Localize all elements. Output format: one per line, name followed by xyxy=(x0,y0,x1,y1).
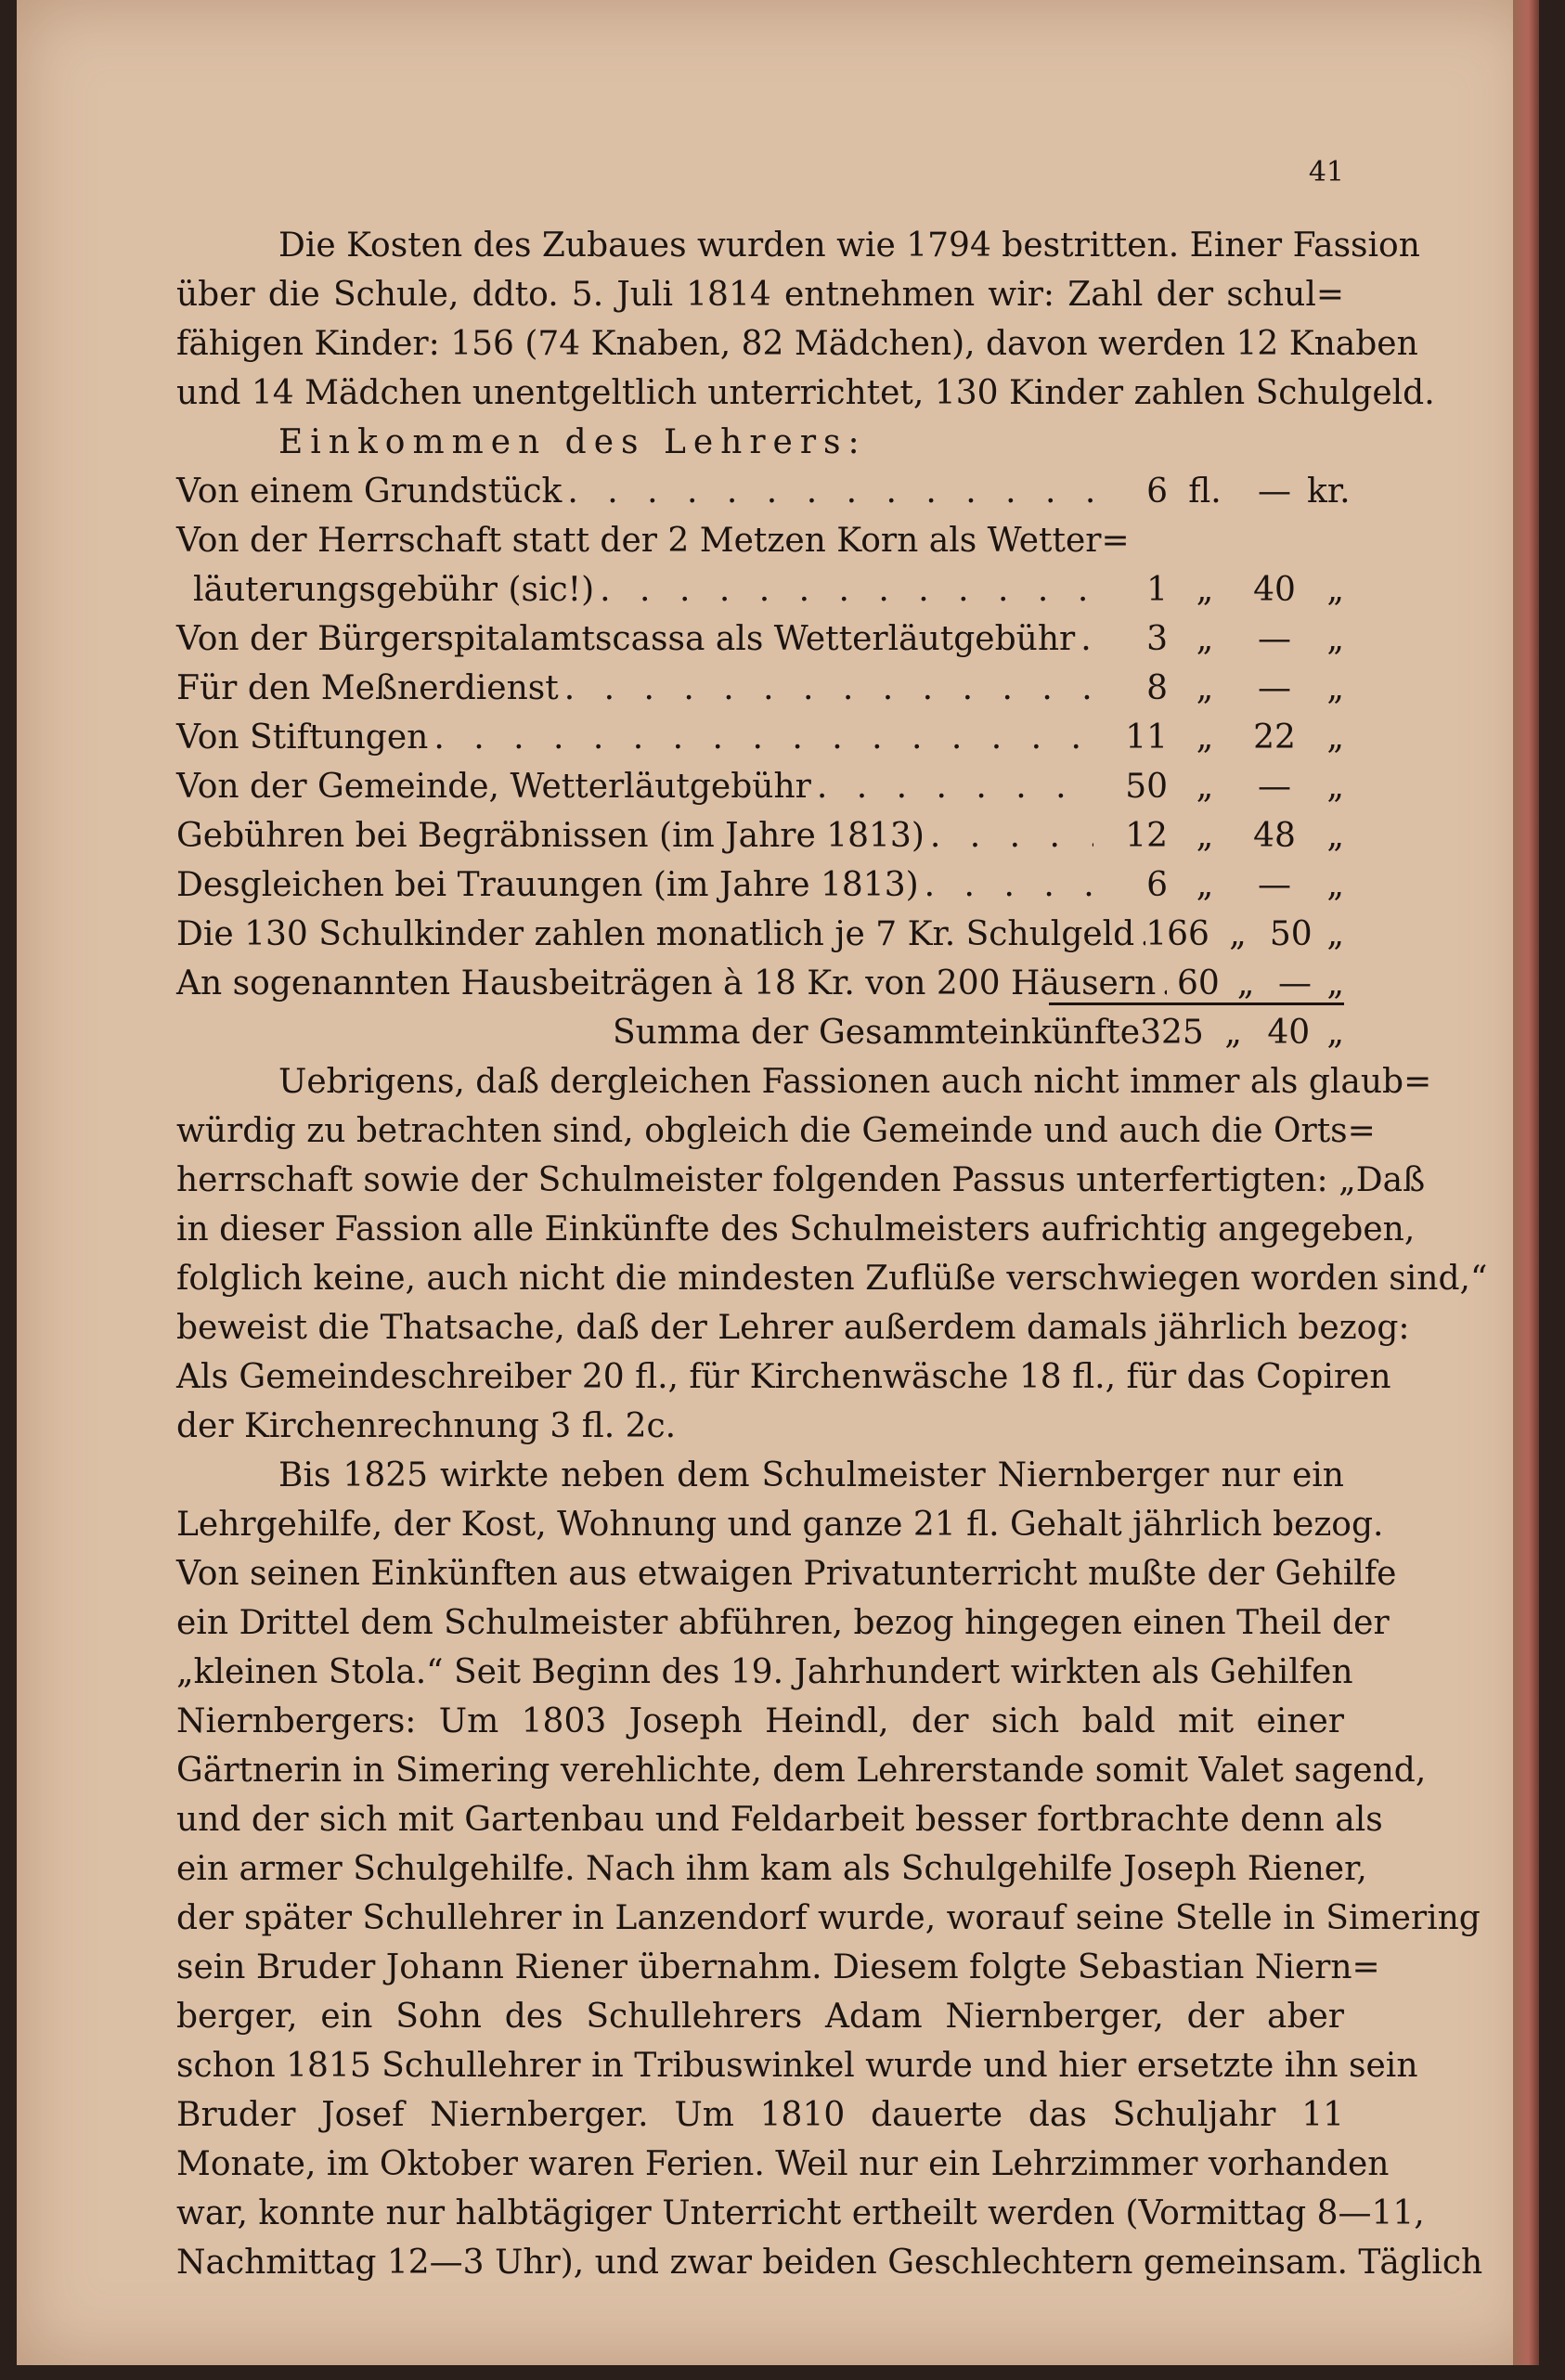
income-label: Die 130 Schulkinder zahlen monatlich je 7 Kr. Schulgeld xyxy=(176,915,1135,953)
income-label: Desgleichen bei Trauungen (im Jahre 1813) xyxy=(176,866,919,904)
text-line: Uebrigens, daß dergleichen Fassionen auch nicht immer als glaub= xyxy=(278,1063,1432,1101)
text-line: herrschaft sowie der Schulmeister folgenden Passus unterfertigten: „Daß xyxy=(176,1161,1426,1199)
income-unit: „ xyxy=(1196,669,1214,707)
income-kr: — xyxy=(1258,669,1291,707)
income-fl: 6 xyxy=(1146,472,1168,511)
sum-kr: 40 xyxy=(1267,1014,1311,1052)
text-line: der Kirchenrechnung 3 fl. 2c. xyxy=(176,1407,677,1445)
income-unit: „ xyxy=(1196,817,1214,855)
text-line: Bis 1825 wirkte neben dem Schulmeister Niernberger nur ein xyxy=(278,1456,1344,1494)
book-page xyxy=(17,0,1539,2365)
text-line: Gärtnerin in Simering verehlichte, dem Lehrerstande somit Valet sagend, xyxy=(176,1752,1427,1790)
income-unit: „ xyxy=(1196,620,1214,658)
income-fl: 11 xyxy=(1125,718,1168,757)
text-line: in dieser Fassion alle Einkünfte des Schulmeisters aufrichtig angegeben, xyxy=(176,1210,1416,1248)
page-edge xyxy=(1513,0,1539,2365)
text-line: sein Bruder Johann Riener übernahm. Diesem folgte Sebastian Niern= xyxy=(176,1948,1380,1986)
income-label: An sogenannten Hausbeiträgen à 18 Kr. von 200 Häusern xyxy=(176,964,1157,1002)
income-row xyxy=(176,961,1344,1007)
income-label: Von der Gemeinde, Wetterläutgebühr xyxy=(176,768,811,806)
income-kr: — xyxy=(1258,768,1291,806)
text-line: und der sich mit Gartenbau und Feldarbeit besser fortbrachte denn als xyxy=(176,1801,1383,1839)
income-row xyxy=(176,616,1344,663)
income-fl: 1 xyxy=(1146,571,1168,609)
text-line: Von seinen Einkünften aus etwaigen Privatunterricht mußte der Gehilfe xyxy=(176,1555,1397,1593)
text-line: würdig zu betrachten sind, obgleich die Gemeinde und auch die Orts= xyxy=(176,1112,1376,1150)
sum-label: Summa der Gesammteinkünfte xyxy=(613,1014,1141,1052)
income-unit: „ xyxy=(1196,718,1214,757)
income-unit: „ xyxy=(1326,817,1344,855)
text-line: über die Schule, ddto. 5. Juli 1814 entnehmen wir: Zahl der schul= xyxy=(176,276,1344,314)
income-unit: fl. xyxy=(1188,472,1222,511)
text-line: war, konnte nur halbtägiger Unterricht ertheilt werden (Vormittag 8—11, xyxy=(176,2194,1425,2232)
income-kr: 50 xyxy=(1269,915,1313,953)
income-kr: — xyxy=(1258,620,1291,658)
income-unit: „ xyxy=(1326,571,1344,609)
income-fl: 166 xyxy=(1145,915,1209,953)
income-label: Gebühren bei Begräbnissen (im Jahre 1813) xyxy=(176,817,925,855)
text-line: der später Schullehrer in Lanzendorf wurde, worauf seine Stelle in Simering xyxy=(176,1899,1481,1937)
income-unit: „ xyxy=(1326,866,1344,904)
text-line: ein Drittel dem Schulmeister abführen, bezog hingegen einen Theil der xyxy=(176,1604,1390,1642)
page-number: 41 xyxy=(1308,156,1344,188)
income-unit: kr. xyxy=(1307,472,1351,511)
income-unit: „ xyxy=(1326,964,1344,1002)
income-row xyxy=(176,567,1344,614)
text-line: schon 1815 Schullehrer in Tribuswinkel wurde und hier ersetzte ihn sein xyxy=(176,2047,1418,2085)
text-line: fähigen Kinder: 156 (74 Knaben, 82 Mädchen), davon werden 12 Knaben xyxy=(176,325,1418,363)
income-fl: 12 xyxy=(1125,817,1168,855)
income-kr: — xyxy=(1258,472,1291,511)
text-line: Als Gemeindeschreiber 20 fl., für Kirchenwäsche 18 fl., für das Copiren xyxy=(176,1358,1391,1396)
income-label: Von einem Grundstück xyxy=(176,472,563,511)
sum-row xyxy=(176,1010,1344,1056)
income-unit: „ xyxy=(1326,620,1344,658)
text-line: beweist die Thatsache, daß der Lehrer außerdem damals jährlich bezog: xyxy=(176,1309,1410,1347)
income-row xyxy=(176,518,1344,564)
text-line: folglich keine, auch nicht die mindesten Zuflüße verschwiegen worden sind,“ xyxy=(176,1260,1488,1298)
income-fl: 60 xyxy=(1176,964,1220,1002)
income-label: Von Stiftungen xyxy=(176,718,429,757)
income-unit: „ xyxy=(1326,768,1344,806)
income-kr: 22 xyxy=(1253,718,1296,757)
income-fl: 6 xyxy=(1146,866,1168,904)
income-label: läuterungsgebühr (sic!) xyxy=(193,571,595,609)
income-unit: „ xyxy=(1196,866,1214,904)
text-line: Monate, im Oktober waren Ferien. Weil nur ein Lehrzimmer vorhanden xyxy=(176,2145,1390,2183)
income-unit: „ xyxy=(1196,768,1214,806)
income-kr: 48 xyxy=(1253,817,1296,855)
income-fl: 50 xyxy=(1125,768,1168,806)
income-unit: „ xyxy=(1326,669,1344,707)
text-line: Bruder Josef Niernberger. Um 1810 dauerte das Schuljahr 11 xyxy=(176,2096,1344,2134)
income-heading: Einkommen des Lehrers: xyxy=(278,423,867,461)
text-line: Niernbergers: Um 1803 Joseph Heindl, der sich bald mit einer xyxy=(176,1702,1344,1740)
income-unit: „ xyxy=(1224,1014,1242,1052)
income-unit: „ xyxy=(1326,718,1344,757)
income-fl: 3 xyxy=(1146,620,1168,658)
text-line: „kleinen Stola.“ Seit Beginn des 19. Jahrhundert wirkten als Gehilfen xyxy=(176,1653,1353,1691)
income-unit: „ xyxy=(1229,915,1247,953)
text-line: Lehrgehilfe, der Kost, Wohnung und ganze 21 fl. Gehalt jährlich bezog. xyxy=(176,1506,1384,1544)
income-fl: 8 xyxy=(1146,669,1168,707)
income-unit: „ xyxy=(1326,915,1344,953)
income-label: Für den Meßnerdienst xyxy=(176,669,559,707)
income-row xyxy=(176,764,1344,810)
income-kr: — xyxy=(1278,964,1312,1002)
income-row xyxy=(176,813,1344,860)
text-line: und 14 Mädchen unentgeltlich unterrichtet, 130 Kinder zahlen Schulgeld. xyxy=(176,374,1435,412)
income-label: Von der Herrschaft statt der 2 Metzen Korn als Wetter= xyxy=(176,522,1130,560)
text-line: Die Kosten des Zubaues wurden wie 1794 bestritten. Einer Fassion xyxy=(278,226,1420,265)
income-label: Von der Bürgerspitalamtscassa als Wetterläutgebühr xyxy=(176,620,1076,658)
income-row xyxy=(176,862,1344,909)
income-kr: — xyxy=(1258,866,1291,904)
income-kr: 40 xyxy=(1253,571,1296,609)
sum-fl: 325 xyxy=(1140,1014,1204,1052)
income-row xyxy=(176,912,1344,958)
income-row xyxy=(176,715,1344,761)
text-line: ein armer Schulgehilfe. Nach ihm kam als Schulgehilfe Joseph Riener, xyxy=(176,1850,1367,1888)
sum-rule xyxy=(1049,1002,1344,1005)
income-unit: „ xyxy=(1236,964,1255,1002)
income-row xyxy=(176,666,1344,712)
income-row xyxy=(176,469,1351,515)
text-line: berger, ein Sohn des Schullehrers Adam Niernberger, der aber xyxy=(176,1998,1344,2036)
income-unit: „ xyxy=(1326,1014,1344,1052)
income-unit: „ xyxy=(1196,571,1214,609)
text-line: Nachmittag 12—3 Uhr), und zwar beiden Geschlechtern gemeinsam. Täglich xyxy=(176,2244,1483,2282)
